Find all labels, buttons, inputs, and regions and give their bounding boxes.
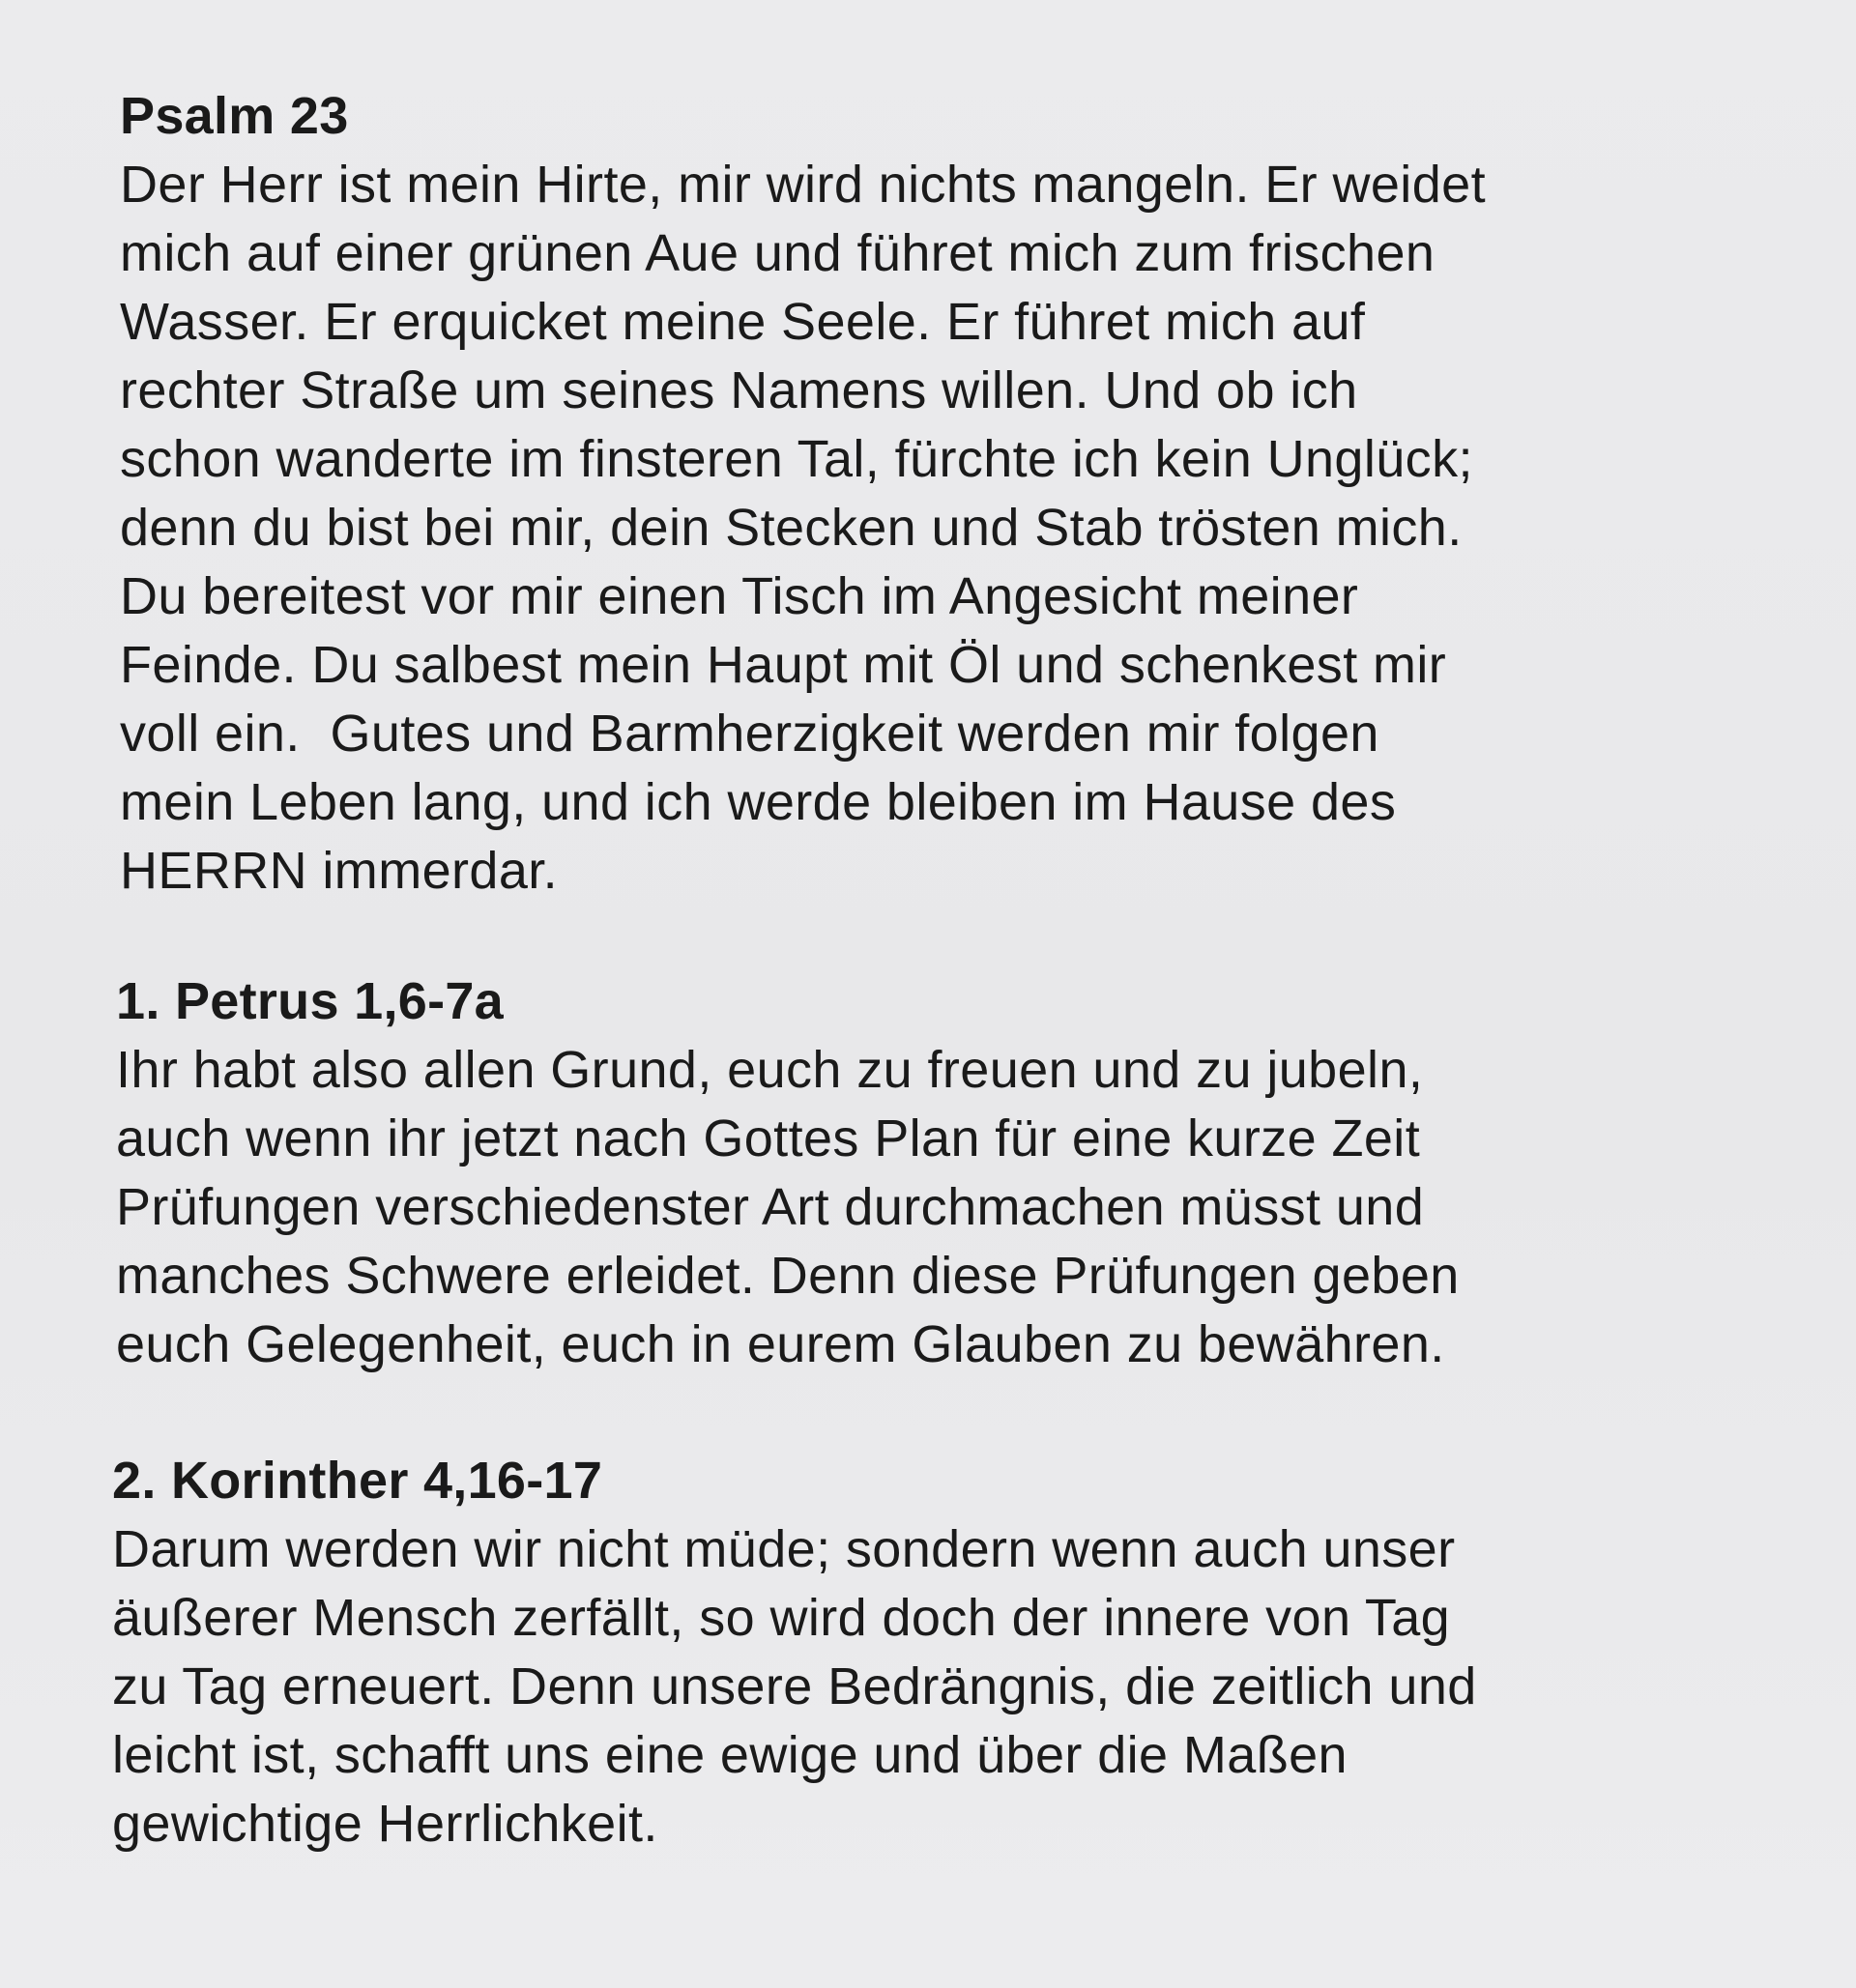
section-title: 2. Korinther 4,16-17 <box>112 1452 603 1510</box>
text-line: schon wanderte im finsteren Tal, fürchte ich kein Unglück; <box>120 430 1473 488</box>
text-line: Wasser. Er erquicket meine Seele. Er führet mich auf <box>120 293 1366 351</box>
text-line: rechter Straße um seines Namens willen. Und ob ich <box>120 361 1358 419</box>
text-line: Der Herr ist mein Hirte, mir wird nichts mangeln. Er weidet <box>120 156 1486 214</box>
text-line: Ihr habt also allen Grund, euch zu freuen und zu jubeln, <box>116 1041 1424 1099</box>
section-psalm-23 <box>120 82 1783 906</box>
text-line: Darum werden wir nicht müde; sondern wenn auch unser <box>112 1520 1456 1578</box>
section-title: Psalm 23 <box>120 87 349 145</box>
text-line: manches Schwere erleidet. Denn diese Prüfungen geben <box>116 1247 1460 1305</box>
text-line: Du bereitest vor mir einen Tisch im Angesicht meiner <box>120 567 1359 625</box>
text-line: HERRN immerdar. <box>120 842 559 900</box>
text-line: auch wenn ihr jetzt nach Gottes Plan für eine kurze Zeit <box>116 1109 1421 1167</box>
text-line: mein Leben lang, und ich werde bleiben im Hause des <box>120 773 1397 831</box>
text-line: euch Gelegenheit, euch in eurem Glauben zu bewähren. <box>116 1315 1445 1373</box>
text-line: zu Tag erneuert. Denn unsere Bedrängnis, die zeitlich und <box>112 1657 1477 1715</box>
text-line: denn du bist bei mir, dein Stecken und Stab trösten mich. <box>120 499 1463 557</box>
section-2-korinther <box>112 1447 1775 1858</box>
section-title: 1. Petrus 1,6-7a <box>116 972 505 1030</box>
text-line: mich auf einer grünen Aue und führet mich zum frischen <box>120 224 1436 282</box>
section-1-petrus <box>116 967 1779 1379</box>
text-line: Prüfungen verschiedenster Art durchmachen müsst und <box>116 1178 1425 1236</box>
text-line: voll ein. Gutes und Barmherzigkeit werden mir folgen <box>120 705 1379 763</box>
text-line: äußerer Mensch zerfällt, so wird doch der innere von Tag <box>112 1589 1451 1647</box>
text-line: leicht ist, schafft uns eine ewige und über die Maßen <box>112 1726 1348 1784</box>
text-line: Feinde. Du salbest mein Haupt mit Öl und schenkest mir <box>120 636 1447 694</box>
text-line: gewichtige Herrlichkeit. <box>112 1795 658 1853</box>
